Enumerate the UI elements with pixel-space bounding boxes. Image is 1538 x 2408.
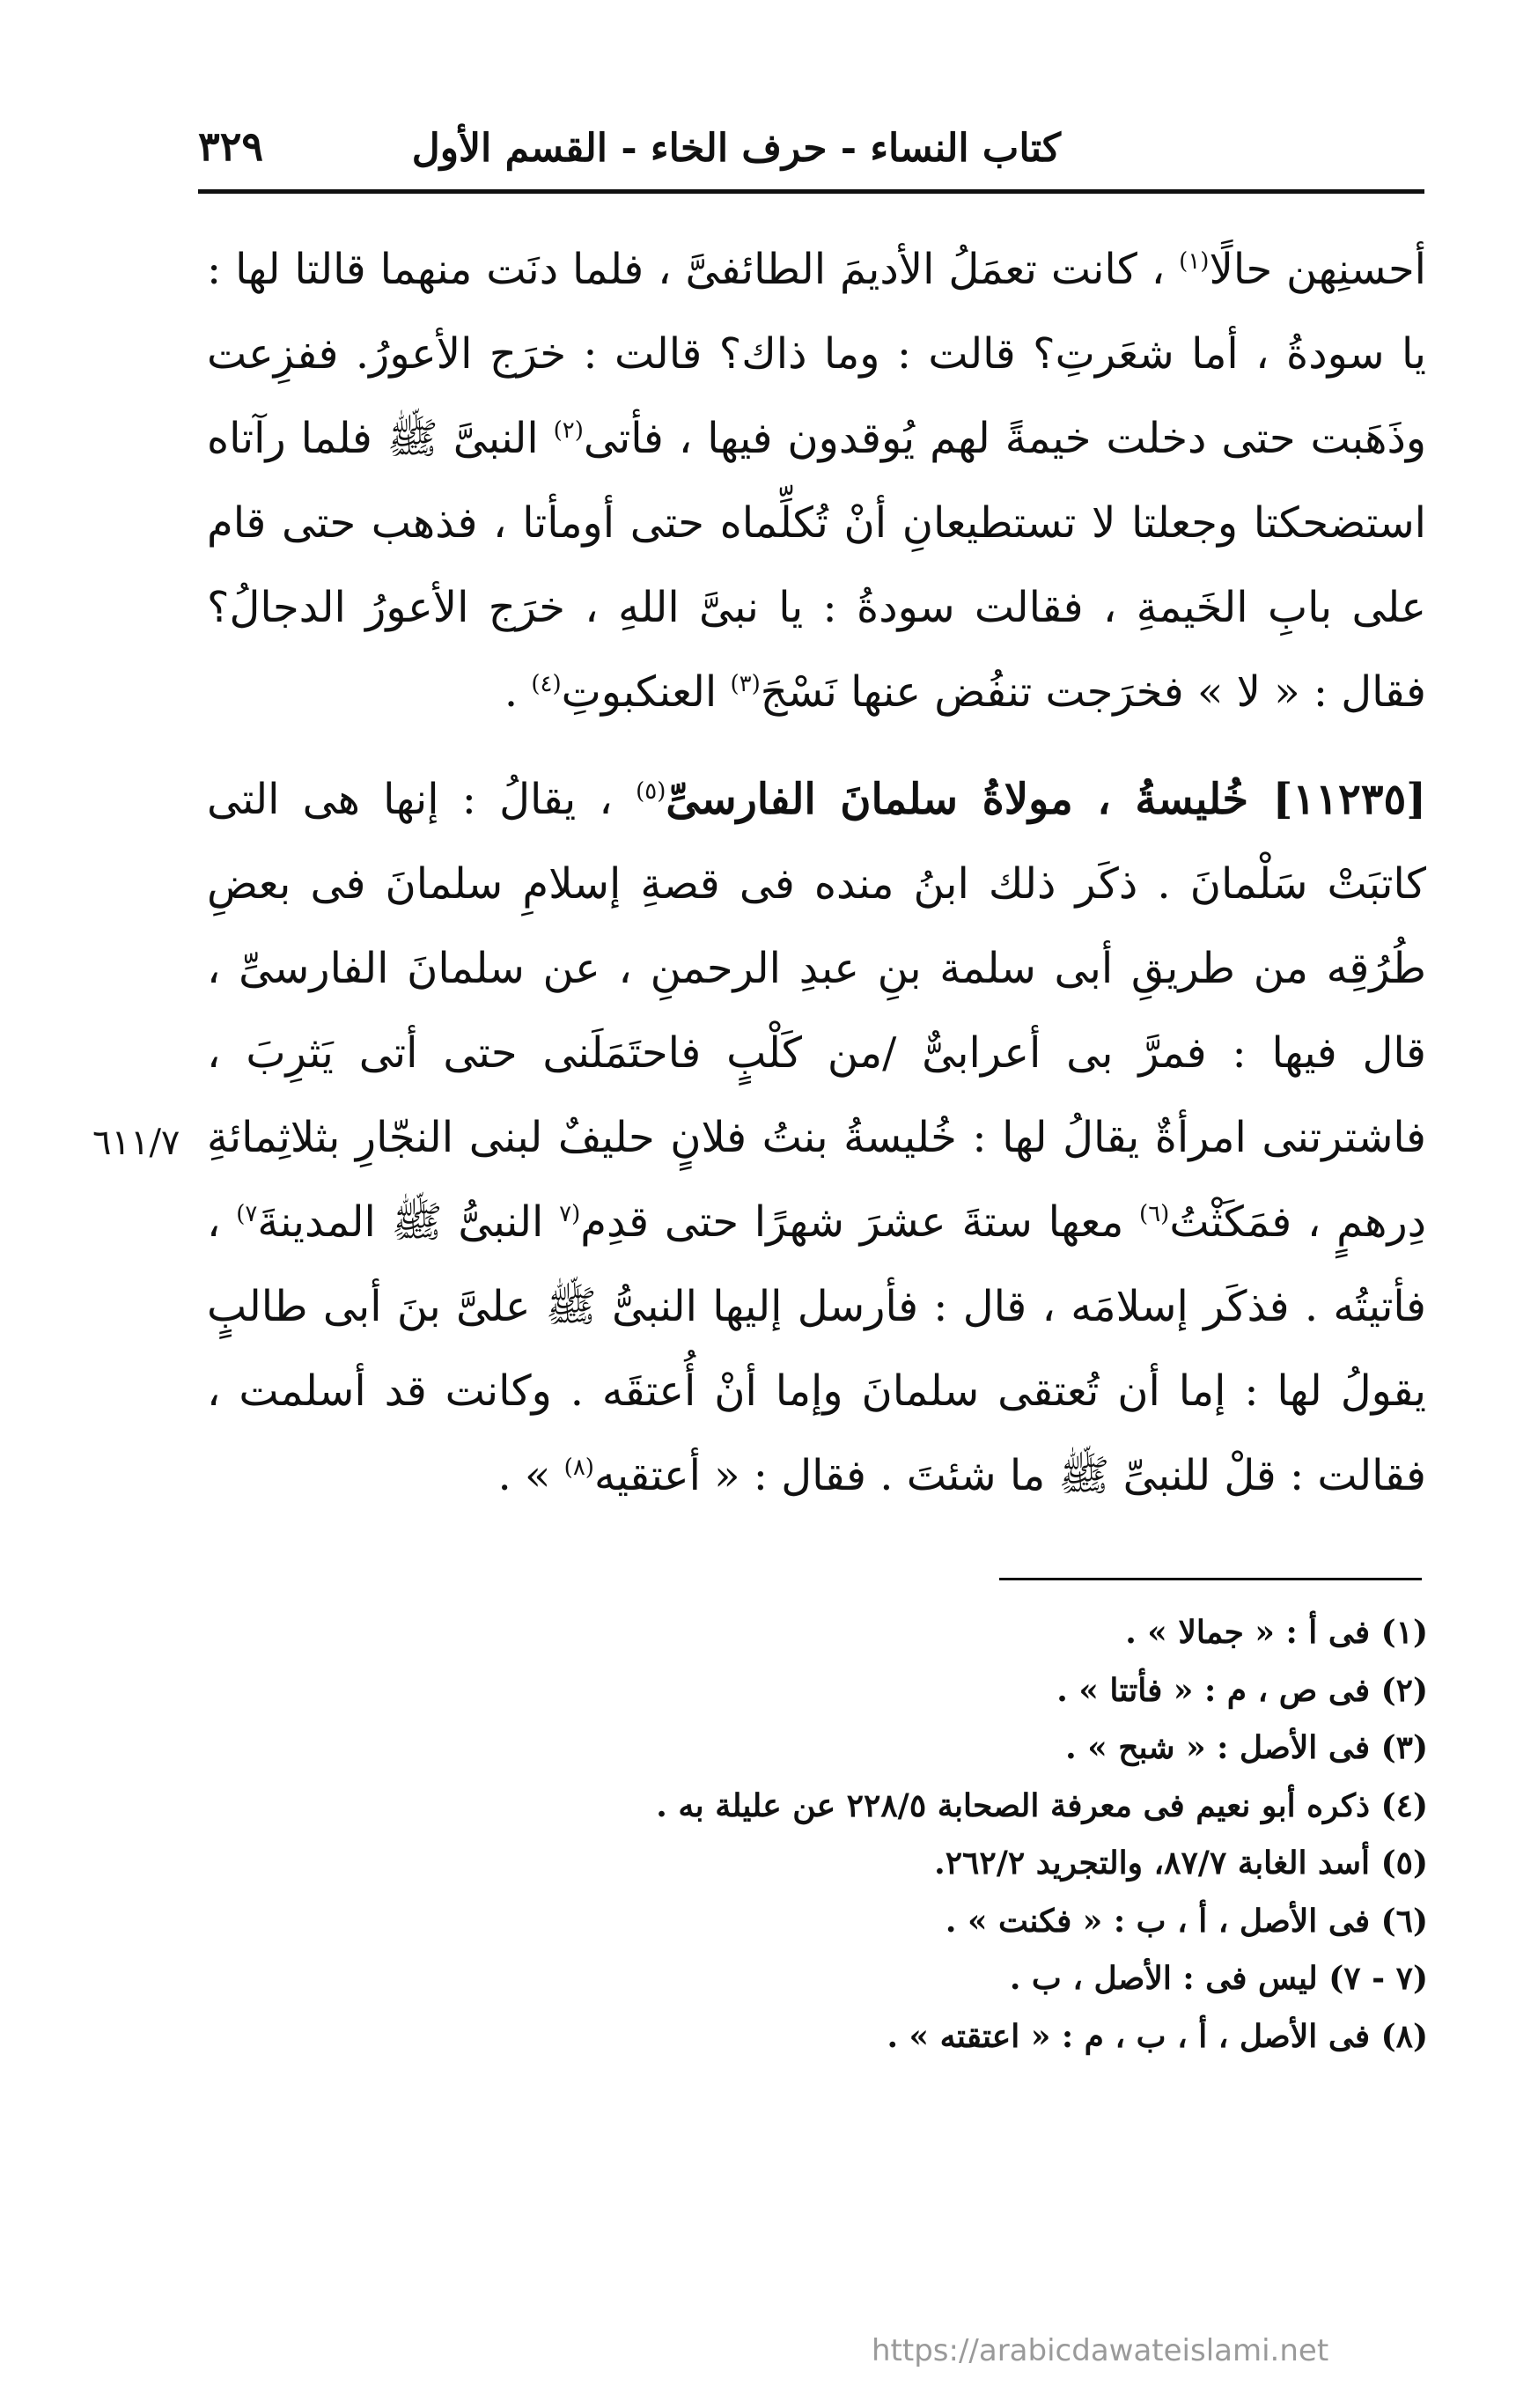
footnote-marker: (٣) — [730, 671, 761, 697]
footnote-line: (٣) فى الأصل : « شبح » . — [1065, 1729, 1428, 1766]
text-run: » . — [497, 1451, 564, 1500]
footnote-marker: (٤) — [531, 671, 562, 697]
footnote-line: (٨) فى الأصل ، أ ، ب ، م : « اعتقته » . — [887, 2017, 1428, 2055]
watermark-url: https://arabicdawateislami.net — [872, 2333, 1329, 2368]
page-number: ٣٢٩ — [198, 122, 264, 170]
footnote-marker: (١) — [1179, 248, 1210, 275]
margin-reference: ٦١١/٧ — [92, 1123, 180, 1163]
footnote-line: (٢) فى ص ، م : « فأتتا » . — [1056, 1671, 1428, 1709]
footnote-line: (٦) فى الأصل ، أ ، ب : « فكنت » . — [945, 1902, 1428, 1940]
text-run: العنكبوتِ — [561, 667, 731, 717]
text-run: ، فأتيتُه . فذكَر إسلامَه ، قال : فأرسل إليها النبىُّ ﷺ علىَّ بنَ أبى طالبٍ يقولُ لها : إما أن تُعتقى سلمانَ وإما أنْ أُعتقَه . وكانت قد أسلمت ، فقالت : قلْ للنبىِّ ﷺ ما شئتَ . فقال : « أعتقيه — [207, 1197, 1426, 1500]
text-run: النبىُّ ﷺ المدينةَ — [257, 1197, 560, 1247]
paragraph — [207, 757, 1426, 1518]
main-text — [207, 227, 1426, 1518]
footnote-marker: ٧) — [236, 1201, 258, 1227]
footnote-separator — [999, 1578, 1422, 1580]
footnote-line: (٥) أسد الغابة ٨٧/٧، والتجريد ٢٦٢/٢. — [934, 1845, 1428, 1881]
footnote-line: (٤) ذكره أبو نعيم فى معرفة الصحابة ٢٢٨/٥ عن عليلة به . — [656, 1786, 1428, 1824]
footnote-marker: (٦) — [1139, 1201, 1170, 1227]
footnote-marker: (٧ — [559, 1201, 581, 1227]
text-run: ، يقالُ : إنها هى التى كاتبَتْ سَلْمانَ . ذكَر ذلك ابنُ منده فى قصةِ إسلامِ سلمانَ فى بعضِ طُرُقِه من طريقِ أبى سلمة بنِ عبدِ الرحمنِ ، عن سلمانَ الفارسىِّ ، قال فيها : فمرَّ بى أعرابىٌّ /من كَلْبٍ فاحتَمَلَنى حتى أتى يَثرِبَ ، فاشترتنى امرأةٌ يقالُ لها : خُليسةُ بنتُ فلانٍ حليفٌ لبنى النجّارِ بثلاثِمائةِ دِرهمٍ ، فمَكَثْتُ — [207, 775, 1426, 1247]
text-run: معها ستةَ عشرَ شهرًا حتى قدِم — [580, 1197, 1140, 1247]
page-header — [198, 119, 1422, 189]
running-title: كتاب النساء - حرف الخاء - القسم الأول — [411, 126, 1061, 171]
text-run: . — [504, 667, 532, 717]
footnote-line: (٧ - ٧) ليس فى : الأصل ، ب . — [1009, 1960, 1428, 1997]
text-run: ، كانت تعمَلُ الأديمَ الطائفىَّ ، فلما دنَت منهما قالتا لها : يا سودةُ ، أما شعَرتِ؟ قالت : وما ذاك؟ قالت : خرَج الأعورُ. ففزِعت وذَهَبت حتى دخلت خيمةً لهم يُوقدون فيها ، فأتى — [207, 245, 1427, 463]
text-run: أحسنِهن حالًا — [1209, 245, 1426, 294]
footnote-marker: (٨) — [563, 1454, 594, 1481]
footnote-marker: (٥) — [636, 778, 666, 805]
text-run: النبىَّ ﷺ فلما رآتاه استضحكتا وجعلتا لا تستطيعانِ أنْ تُكلِّماه حتى أومأتا ، فذهب حتى قام على بابِ الخَيمةِ ، فقالت سودةُ : يا نبىَّ اللهِ ، خرَج الأعورُ الدجالُ؟ فقال : « لا » فخرَجت تنفُض عنها نَسْجَ — [207, 414, 1427, 717]
entry-heading: [١١٢٣٥] خُليسةُ ، مولاةُ سلمانَ الفارسىِّ — [666, 775, 1426, 824]
header-rule — [198, 189, 1424, 194]
footnote-line: (١) فى أ : « جمالا » . — [1125, 1614, 1428, 1651]
paragraph — [207, 227, 1426, 734]
footnotes — [283, 1604, 1428, 2066]
footnote-marker: (٢) — [553, 417, 584, 444]
